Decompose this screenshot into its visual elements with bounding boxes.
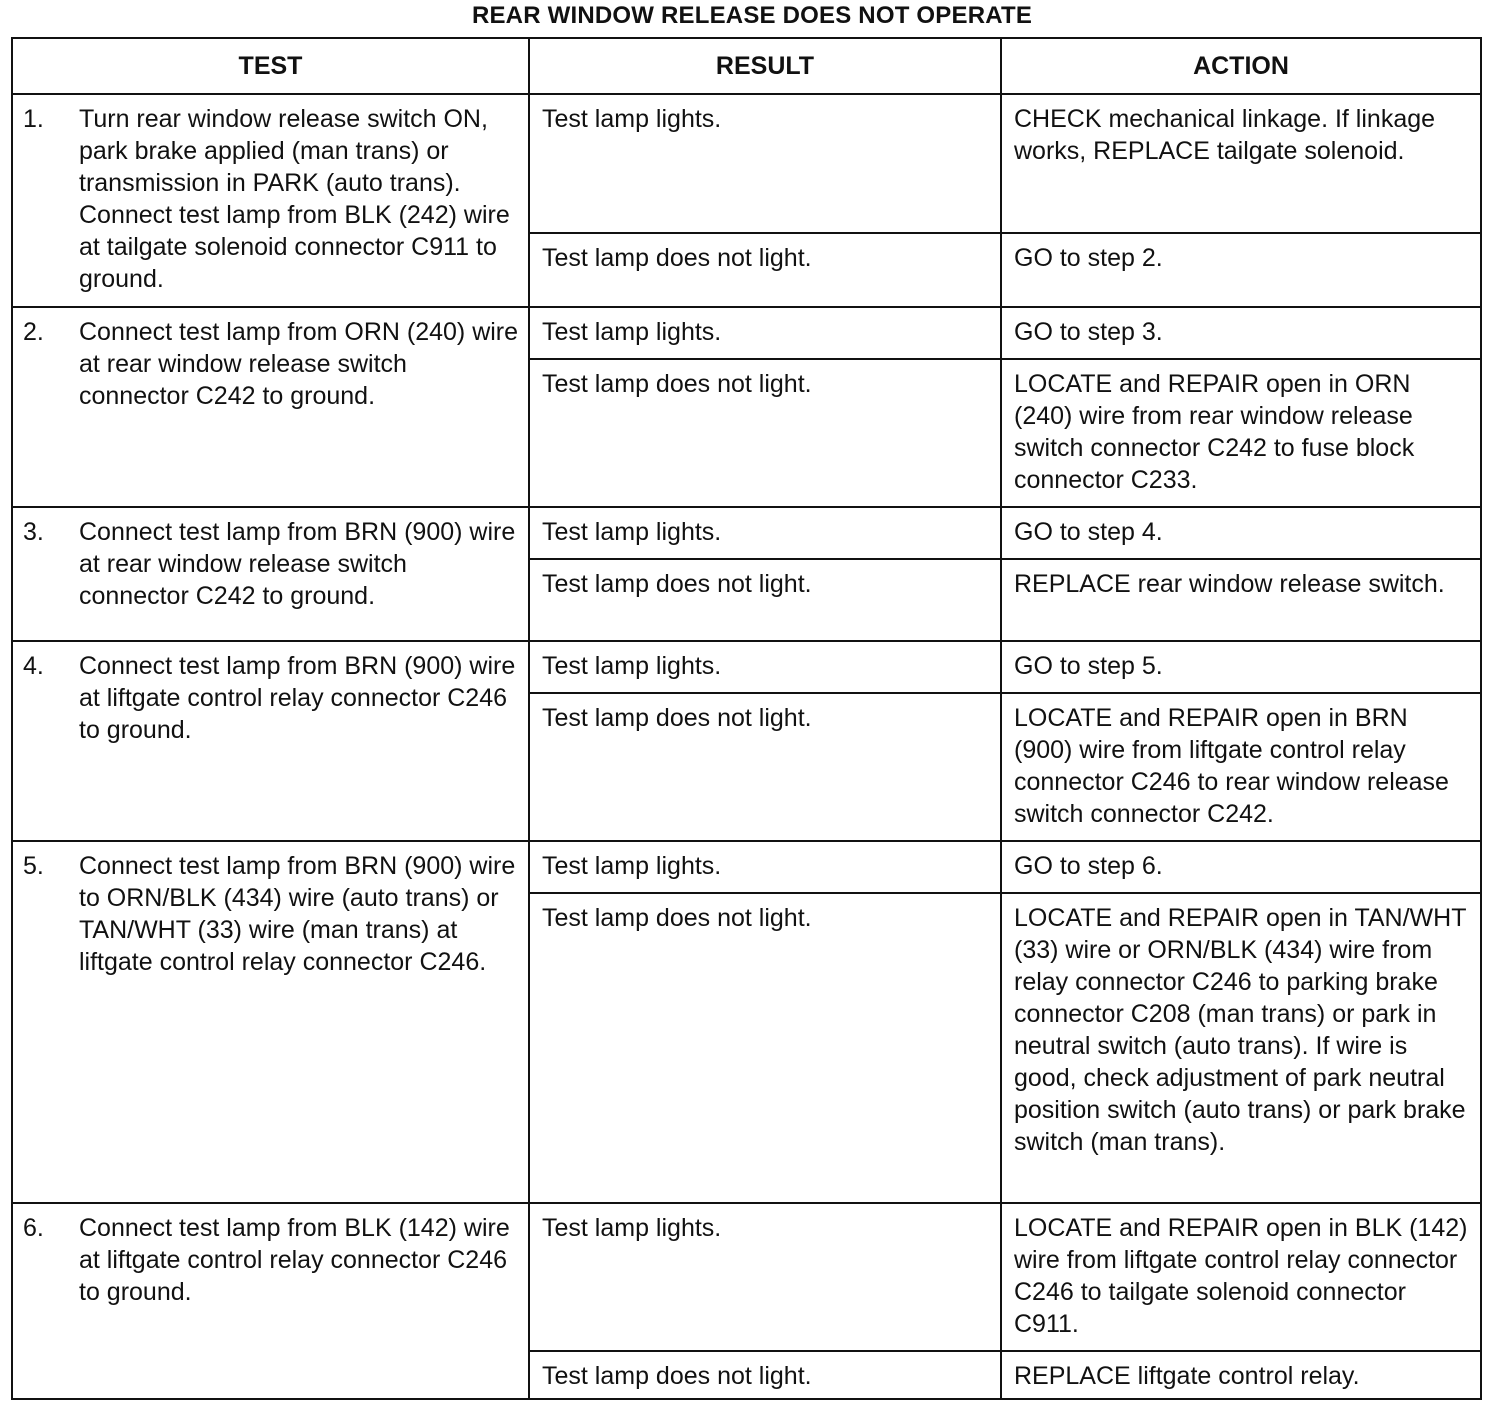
result-cell: Test lamp lights.	[529, 641, 1001, 693]
test-step-3	[12, 507, 529, 641]
step-test-text: Connect test lamp from BRN (900) wire to ORN/BLK (434) wire (auto trans) or TAN/WHT (33) wire (man trans) at liftgate control relay connector C246.	[79, 852, 516, 976]
header-row	[12, 38, 1481, 94]
step-number: 6.	[23, 1214, 44, 1242]
step-test-text: Connect test lamp from BLK (142) wire at liftgate control relay connector C246 to ground.	[79, 1214, 510, 1306]
action-cell: GO to step 5.	[1001, 641, 1481, 693]
action-cell: LOCATE and REPAIR open in TAN/WHT (33) wire or ORN/BLK (434) wire from relay connector C246 to parking brake connector C208 (man trans) or park in neutral switch (auto trans). If wire is good, check adjustment of park neutral position switch (auto trans) or park brake switch (man trans).	[1001, 893, 1481, 1203]
action-cell: GO to step 3.	[1001, 307, 1481, 359]
step-test-text: Connect test lamp from BRN (900) wire at liftgate control relay connector C246 to ground.	[79, 652, 516, 744]
action-cell: GO to step 4.	[1001, 507, 1481, 559]
result-cell: Test lamp lights.	[529, 841, 1001, 893]
step-number: 3.	[23, 518, 44, 546]
action-cell: LOCATE and REPAIR open in BRN (900) wire from liftgate control relay connector C246 to rear window release switch connector C242.	[1001, 693, 1481, 841]
table-row	[12, 1203, 1481, 1351]
result-cell: Test lamp does not light.	[529, 693, 1001, 841]
header-result: RESULT	[529, 38, 1001, 94]
table-row	[12, 307, 1481, 359]
step-test-text: Connect test lamp from BRN (900) wire at rear window release switch connector C242 to ground.	[79, 518, 516, 610]
step-number: 2.	[23, 318, 44, 346]
action-cell: REPLACE rear window release switch.	[1001, 559, 1481, 641]
table-row	[12, 507, 1481, 559]
action-cell: LOCATE and REPAIR open in ORN (240) wire from rear window release switch connector C242 to fuse block connector C233.	[1001, 359, 1481, 507]
result-cell: Test lamp lights.	[529, 94, 1001, 233]
result-cell: Test lamp does not light.	[529, 233, 1001, 307]
test-step-4	[12, 641, 529, 841]
test-step-1	[12, 94, 529, 307]
test-step-5	[12, 841, 529, 1203]
result-cell: Test lamp does not light.	[529, 893, 1001, 1203]
result-cell: Test lamp does not light.	[529, 359, 1001, 507]
table-row	[12, 94, 1481, 233]
result-cell: Test lamp lights.	[529, 1203, 1001, 1351]
result-cell: Test lamp does not light.	[529, 1351, 1001, 1399]
step-number: 5.	[23, 852, 44, 880]
table-row	[12, 841, 1481, 893]
action-cell: LOCATE and REPAIR open in BLK (142) wire from liftgate control relay connector C246 to tailgate solenoid connector C911.	[1001, 1203, 1481, 1351]
test-step-6	[12, 1203, 529, 1399]
action-cell: REPLACE liftgate control relay.	[1001, 1351, 1481, 1399]
diagnostic-table	[11, 37, 1482, 1400]
action-cell: GO to step 2.	[1001, 233, 1481, 307]
header-action: ACTION	[1001, 38, 1481, 94]
action-cell: GO to step 6.	[1001, 841, 1481, 893]
test-step-2	[12, 307, 529, 507]
step-test-text: Turn rear window release switch ON, park brake applied (man trans) or transmission in PARK (auto trans). Connect test lamp from BLK (242) wire at tailgate solenoid connector C911 to ground.	[79, 105, 510, 293]
step-number: 4.	[23, 652, 44, 680]
header-test: TEST	[12, 38, 529, 94]
result-cell: Test lamp lights.	[529, 507, 1001, 559]
step-number: 1.	[23, 105, 44, 133]
step-test-text: Connect test lamp from ORN (240) wire at rear window release switch connector C242 to ground.	[79, 318, 519, 410]
table-row	[12, 641, 1481, 693]
action-cell: CHECK mechanical linkage. If linkage works, REPLACE tailgate solenoid.	[1001, 94, 1481, 233]
page-title: REAR WINDOW RELEASE DOES NOT OPERATE	[471, 2, 1033, 29]
result-cell: Test lamp lights.	[529, 307, 1001, 359]
result-cell: Test lamp does not light.	[529, 559, 1001, 641]
